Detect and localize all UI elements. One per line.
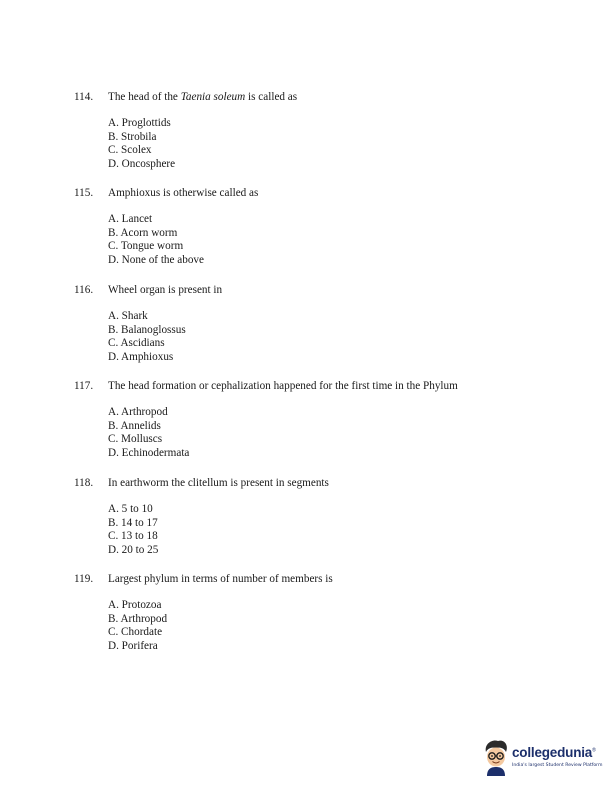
option-a: A. Shark xyxy=(108,310,148,322)
question-number: 116. xyxy=(74,284,94,296)
logo-tagline: India's largest Student Review Platform xyxy=(512,763,603,768)
options-list xyxy=(108,406,554,460)
question-number: 118. xyxy=(74,477,94,489)
question-text-italic: Taenia soleum xyxy=(180,91,246,103)
option-d: D. Amphioxus xyxy=(108,350,174,363)
option-a: A. 5 to 10 xyxy=(108,503,153,515)
question-stem xyxy=(74,572,554,586)
question-114 xyxy=(74,90,554,171)
options-list xyxy=(108,599,554,653)
registered-mark: ® xyxy=(592,747,596,754)
option-c: C. Ascidians xyxy=(108,337,165,350)
question-text: The head formation or cephalization happened for the first time in the Phylum xyxy=(108,380,458,392)
question-text: Largest phylum in terms of number of members is xyxy=(108,573,333,585)
option-c: C. Scolex xyxy=(108,144,152,157)
question-stem xyxy=(74,476,554,490)
question-text: Wheel organ is present in xyxy=(108,284,223,296)
option-d: D. Oncosphere xyxy=(108,157,176,170)
option-c: C. 13 to 18 xyxy=(108,530,158,543)
options-list xyxy=(108,213,554,267)
question-115 xyxy=(74,186,554,267)
option-a: A. Lancet xyxy=(108,213,153,225)
question-stem xyxy=(74,379,554,393)
question-stem xyxy=(74,186,554,200)
option-b: B. 14 to 17 xyxy=(108,516,158,529)
option-b: B. Strobila xyxy=(108,130,157,143)
question-119 xyxy=(74,572,554,653)
option-d: D. Echinodermata xyxy=(108,446,190,459)
question-116 xyxy=(74,283,554,364)
option-a: A. Protozoa xyxy=(108,599,162,611)
option-a: A. Arthropod xyxy=(108,406,168,418)
question-118 xyxy=(74,476,554,557)
option-d: D. 20 to 25 xyxy=(108,543,159,556)
options-list xyxy=(108,117,554,171)
question-number: 119. xyxy=(74,573,94,585)
question-text: In earthworm the clitellum is present in segments xyxy=(108,477,329,489)
option-b: B. Balanoglossus xyxy=(108,323,186,336)
options-list xyxy=(108,310,554,364)
question-text: The head of the xyxy=(108,91,181,103)
student-mascot-icon xyxy=(482,738,510,776)
option-c: C. Tongue worm xyxy=(108,240,184,253)
option-b: B. Arthropod xyxy=(108,612,168,625)
option-c: C. Molluscs xyxy=(108,433,163,446)
question-text: Amphioxus is otherwise called as xyxy=(108,187,259,199)
question-stem xyxy=(74,90,554,104)
option-d: D. Porifera xyxy=(108,639,158,652)
option-a: A. Proglottids xyxy=(108,117,171,129)
option-b: B. Annelids xyxy=(108,419,161,432)
option-b: B. Acorn worm xyxy=(108,226,178,239)
question-stem xyxy=(74,283,554,297)
option-c: C. Chordate xyxy=(108,626,163,639)
question-117 xyxy=(74,379,554,460)
options-list xyxy=(108,503,554,557)
question-text-end: is called as xyxy=(245,91,298,103)
logo-wordmark: collegedunia® xyxy=(512,745,596,760)
question-number: 114. xyxy=(74,91,94,103)
collegedunia-logo xyxy=(482,738,604,778)
question-number: 115. xyxy=(74,187,94,199)
question-number: 117. xyxy=(74,380,94,392)
option-d: D. None of the above xyxy=(108,253,204,266)
